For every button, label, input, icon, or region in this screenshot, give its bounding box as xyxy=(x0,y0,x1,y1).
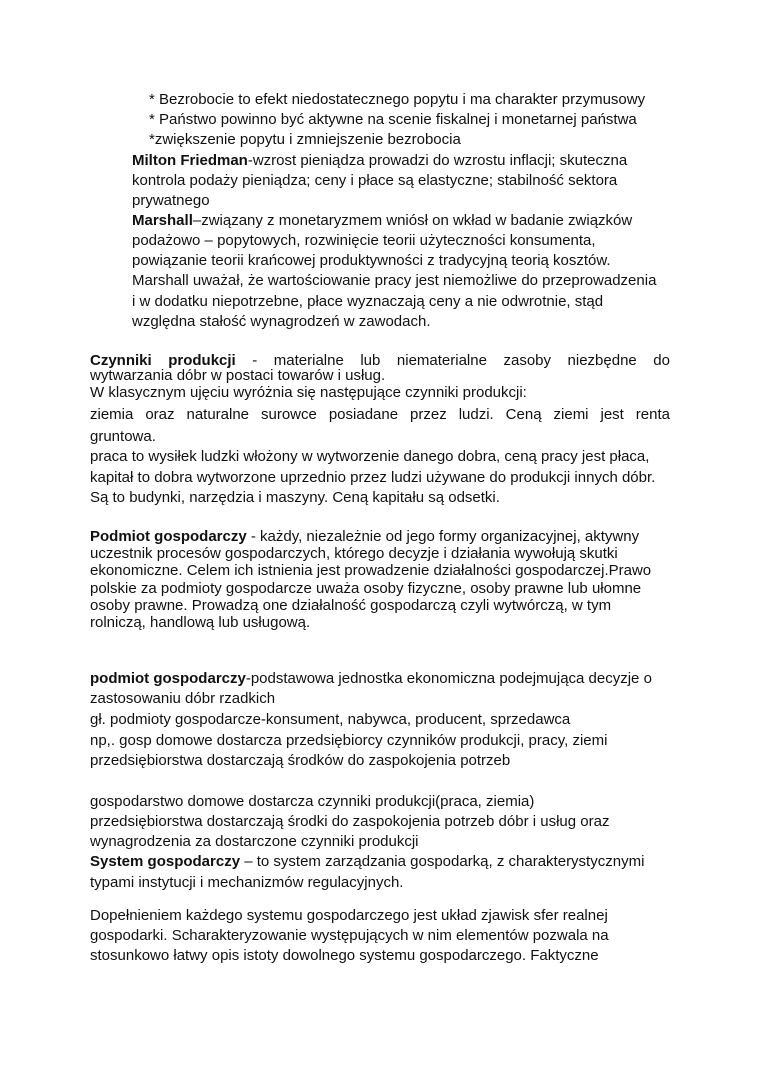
podmiot1-text-1: - każdy, niezależnie od jego formy organizacyjnej, aktywny xyxy=(246,528,640,545)
podmiot1-term: Podmiot gospodarczy xyxy=(90,528,247,545)
podmiot2-line-1 xyxy=(90,669,652,689)
czynniki-line-2: wytwarzania dóbr w postaci towarów i usług. xyxy=(90,367,386,384)
friedman-line-3: prywatnego xyxy=(132,192,210,209)
dopelnienie-line-2: gospodarki. Scharakteryzowanie występujących w nim elementów pozwala na xyxy=(90,927,609,944)
podmiot2-text-1: -podstawowa jednostka ekonomiczna podejmująca decyzje o xyxy=(245,670,652,687)
marshall-line-2: podażowo – popytowych, rozwinięcie teorii użyteczności konsumenta, xyxy=(132,232,596,249)
gospodarstwo-line-2: przedsiębiorstwa dostarczają środki do zaspokojenia potrzeb dóbr i usług oraz xyxy=(90,813,610,830)
czynniki-line-5: gruntowa. xyxy=(90,428,156,445)
podmiot1-line-3: ekonomiczne. Celem ich istnienia jest prowadzenie działalności gospodarczej.Prawo xyxy=(90,562,652,579)
podmiot2-line-5: przedsiębiorstwa dostarczają środków do zaspokojenia potrzeb xyxy=(90,752,511,769)
czynniki-line-3: W klasycznym ujęciu wyróżnia się następujące czynniki produkcji: xyxy=(90,384,527,401)
marshall-line-4: Marshall uważał, że wartościowanie pracy jest niemożliwe do przeprowadzenia xyxy=(132,272,657,289)
czynniki-line-4: ziemia oraz naturalne surowce posiadane przez ludzi. Ceną ziemi jest renta xyxy=(90,406,670,423)
marshall-text-1: –związany z monetaryzmem wniósł on wkład w badanie związków xyxy=(192,212,633,229)
dopelnienie-line-3: stosunkowo łatwy opis istoty dowolnego systemu gospodarczego. Faktyczne xyxy=(90,947,599,964)
friedman-line-1 xyxy=(132,151,627,171)
podmiot1-line-2: uczestnik procesów gospodarczych, którego decyzje i działania wywołują skutki xyxy=(90,545,618,562)
podmiot1-line-4: polskie za podmioty gospodarcze uważa osoby fizyczne, osoby prawne lub ułomne xyxy=(90,580,642,597)
system-line-1 xyxy=(90,852,644,872)
podmiot2-term: podmiot gospodarczy xyxy=(90,670,246,687)
podmiot1-line-5: osoby prawne. Prowadzą one działalność gospodarczą czyli wytwórczą, w tym xyxy=(90,597,612,614)
bullet-unemployment: * Bezrobocie to efekt niedostatecznego popytu i ma charakter przymusowy xyxy=(149,91,646,108)
podmiot2-line-3: gł. podmioty gospodarcze-konsument, nabywca, producent, sprzedawca xyxy=(90,711,571,728)
czynniki-line-7: kapitał to dobra wytworzone uprzednio przez ludzi używane do produkcji innych dóbr. xyxy=(90,469,656,486)
gospodarstwo-line-3: wynagrodzenia za dostarczone czynniki produkcji xyxy=(90,833,419,850)
system-term: System gospodarczy xyxy=(90,853,241,870)
dopelnienie-line-1: Dopełnieniem każdego systemu gospodarczego jest układ zjawisk sfer realnej xyxy=(90,907,608,924)
czynniki-line-6: praca to wysiłek ludzki włożony w wytworzenie danego dobra, ceną pracy jest płaca, xyxy=(90,448,650,465)
friedman-line-2: kontrola podaży pieniądza; ceny i płace są elastyczne; stabilność sektora xyxy=(132,172,618,189)
system-text-1: – to system zarządzania gospodarką, z charakterystycznymi xyxy=(240,853,645,870)
bullet-demand: *zwiększenie popytu i zmniejszenie bezrobocia xyxy=(149,131,461,148)
marshall-name: Marshall xyxy=(132,212,193,229)
czynniki-term: Czynniki produkcji xyxy=(90,352,236,369)
marshall-line-3: powiązanie teorii krańcowej produktywności z tradycyjną teorią kosztów. xyxy=(132,252,611,269)
marshall-line-6: względna stałość wynagrodzeń w zawodach. xyxy=(132,313,431,330)
marshall-line-5: i w dodatku niepotrzebne, płace wyznaczają ceny a nie odwrotnie, stąd xyxy=(132,293,604,310)
podmiot2-line-4: np,. gosp domowe dostarcza przedsiębiorcy czynników produkcji, pracy, ziemi xyxy=(90,732,608,749)
czynniki-line-8: Są to budynki, narzędzia i maszyny. Ceną kapitału są odsetki. xyxy=(90,489,500,506)
czynniki-text-1: - materialne lub niematerialne zasoby niezbędne do xyxy=(235,352,670,369)
gospodarstwo-line-1: gospodarstwo domowe dostarcza czynniki produkcji(praca, ziemia) xyxy=(90,793,535,810)
podmiot1-line-1 xyxy=(90,528,639,545)
system-line-2: typami instytucji i mechanizmów regulacyjnych. xyxy=(90,874,404,891)
marshall-line-1 xyxy=(132,211,632,231)
bullet-state-active: * Państwo powinno być aktywne na scenie fiskalnej i monetarnej państwa xyxy=(149,111,637,128)
friedman-text-1: -wzrost pieniądza prowadzi do wzrostu inflacji; skuteczna xyxy=(247,152,628,169)
podmiot2-line-2: zastosowaniu dóbr rzadkich xyxy=(90,690,276,707)
podmiot1-line-6: rolniczą, handlową lub usługową. xyxy=(90,614,311,631)
friedman-name: Milton Friedman xyxy=(132,152,248,169)
